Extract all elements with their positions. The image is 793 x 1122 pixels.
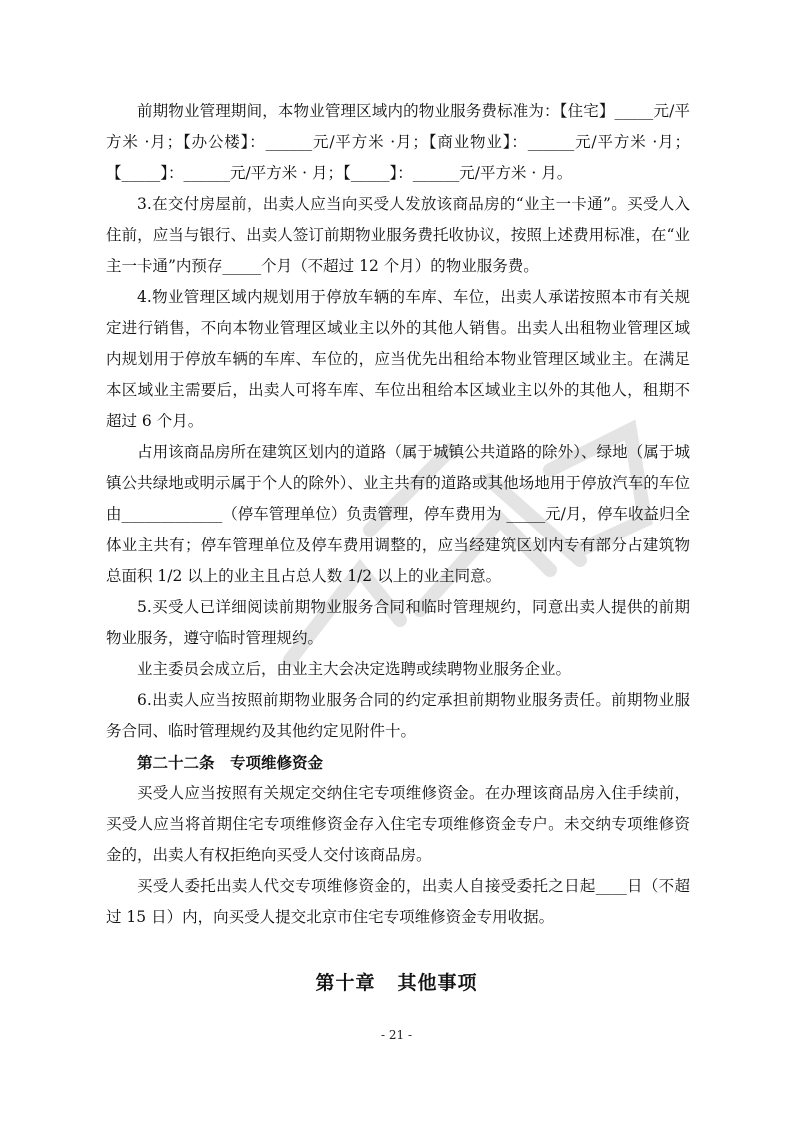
page-number: - 21 - bbox=[380, 1028, 412, 1042]
paragraph: 占用该商品房所在建筑区划内的道路（属于城镇公共道路的除外）、绿地（属于城镇公共绿地或明示属于个人的除外）、业主共有的道路或其他场地用于停放汽车的车位由_____________（停车管理单位）负责管理，停车费用为 _____元/月，停车收益归全体业主共有；停车管理单位及停车费用调整的，应当经建筑区划内专有部分占建筑物总面积 1/2 以上的业主且占总人数 1/2 以上的业主同意。 bbox=[106, 443, 690, 585]
chapter-number: 第十章 bbox=[315, 972, 376, 994]
article-heading: 第二十二条 专项维修资金 bbox=[137, 753, 324, 772]
paragraph: 买受人委托出卖人代交专项维修资金的，出卖人自接受委托之日起____日（不超过 15 日）内，向买受人提交北京市住宅专项维修资金专用收据。 bbox=[106, 877, 690, 926]
paragraph: 6.出卖人应当按照前期物业服务合同的约定承担前期物业服务责任。前期物业服务合同、临时管理规约及其他约定见附件十。 bbox=[106, 691, 690, 740]
paragraph: 前期物业管理期间，本物业管理区域内的物业服务费标准为：【住宅】_____元/平方米 ·月；【办公楼】：______元/平方米 ·月；【商业物业】：______元/平方米 ·月；【_____】：______元/平方米 · 月；【_____】：______元/平方米 · 月。 bbox=[106, 102, 690, 182]
paragraph: 3.在交付房屋前，出卖人应当向买受人发放该商品房的“业主一卡通”。买受人入住前，应当与银行、出卖人签订前期物业服务费托收协议，按照上述费用标准，在“业主一卡通”内预存_____个月（不超过 12 个月）的物业服务费。 bbox=[106, 195, 690, 275]
chapter-heading bbox=[0, 968, 793, 995]
paragraph: 业主委员会成立后，由业主大会决定选聘或续聘物业服务企业。 bbox=[137, 660, 572, 678]
paragraph: 买受人应当按照有关规定交纳住宅专项维修资金。在办理该商品房入住手续前，买受人应当将首期住宅专项维修资金存入住宅专项维修资金专户。未交纳专项维修资金的，出卖人有权拒绝向买受人交付该商品房。 bbox=[106, 784, 690, 864]
paragraph: 4.物业管理区域内规划用于停放车辆的车库、车位，出卖人承诺按照本市有关规定进行销售，不向本物业管理区域业主以外的其他人销售。出卖人出租物业管理区域内规划用于停放车辆的车库、车位的，应当优先出租给本物业管理区域业主。在满足本区域业主需要后，出卖人可将车库、车位出租给本区域业主以外的其他人，租期不超过 6 个月。 bbox=[106, 288, 690, 430]
paragraph: 5.买受人已详细阅读前期物业服务合同和临时管理规约，同意出卖人提供的前期物业服务，遵守临时管理规约。 bbox=[106, 598, 690, 647]
body-text bbox=[106, 96, 690, 933]
chapter-title: 其他事项 bbox=[397, 972, 478, 994]
